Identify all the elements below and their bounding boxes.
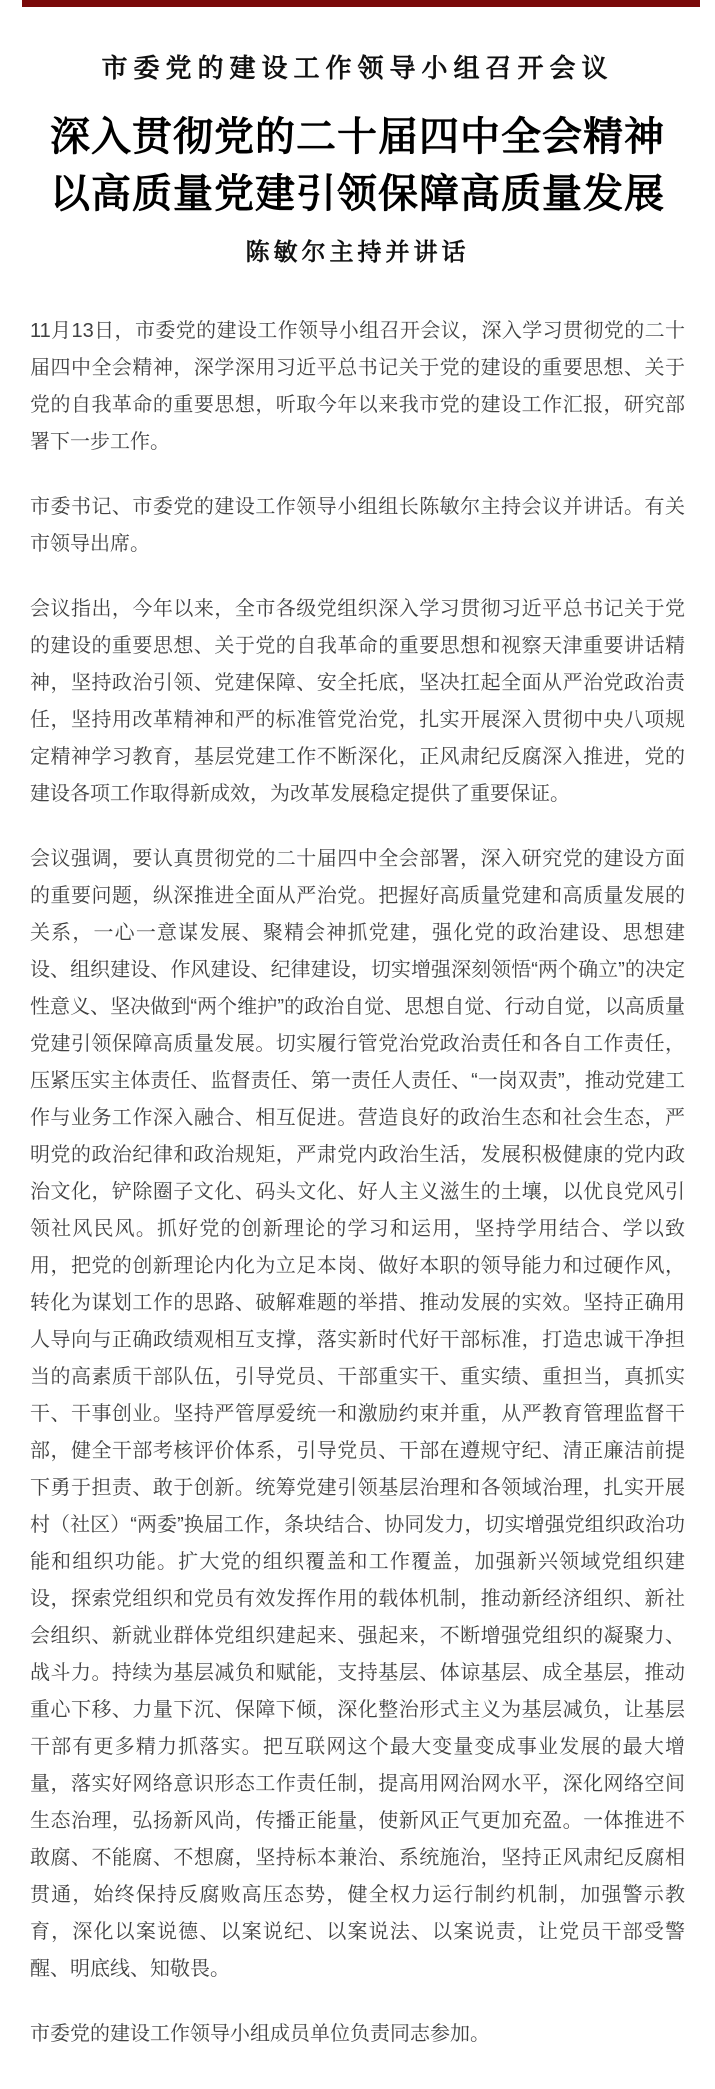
paragraph-meeting-emphasized: 会议强调，要认真贯彻党的二十届四中全会部署，深入研究党的建设方面的重要问题，纵深推进全面从严治党。把握好高质量党建和高质量发展的关系，一心一意谋发展、聚精会神抓党建，强化党的政治建设、思想建设、组织建设、作风建设、纪律建设，切实增强深刻领悟“两个确立”的决定性意义、坚决做到“两个维护”的政治自觉、思想自觉、行动自觉，以高质量党建引领保障高质量发展。切实履行管党治党政治责任和各自工作责任，压紧压实主体责任、监督责任、第一责任人责任、“一岗双责”，推动党建工作与业务工作深入融合、相互促进。营造良好的政治生态和社会生态，严明党的政治纪律和政治规矩，严肃党内政治生活，发展积极健康的党内政治文化，铲除圈子文化、码头文化、好人主义滋生的土壤，以优良党风引领社风民风。抓好党的创新理论的学习和运用，坚持学用结合、学以致用，把党的创新理论内化为立足本岗、做好本职的领导能力和过硬作风，转化为谋划工作的思路、破解难题的举措、推动发展的实效。坚持正确用人导向与正确政绩观相互支撑，落实新时代好干部标准，打造忠诚干净担当的高素质干部队伍，引导党员、干部重实干、重实绩、重担当，真抓实干、干事创业。坚持严管厚爱统一和激励约束并重，从严教育管理监督干部，健全干部考核评价体系，引导党员、干部在遵规守纪、清正廉洁前提下勇于担责、敢于创新。统筹党建引领基层治理和各领域治理，扎实开展村（社区）“两委”换届工作，条块结合、协同发力，切实增强党组织政治功能和组织功能。扩大党的组织覆盖和工作覆盖，加强新兴领域党组织建设，探索党组织和党员有效发挥作用的载体机制，推动新经济组织、新社会组织、新就业群体党组织建起来、强起来，不断增强党组织的凝聚力、战斗力。持续为基层减负和赋能，支持基层、体谅基层、成全基层，推动重心下移、力量下沉、保障下倾，深化整治形式主义为基层减负，让基层干部有更多精力抓落实。把互联网这个最大变量变成事业发展的最大增量，落实好网络意识形态工作责任制，提高用网治网水平，深化网络空间生态治理，弘扬新风尚，传播正能量，使新风正气更加充盈。一体推进不敢腐、不能腐、不想腐，坚持标本兼治、系统施治，坚持正风肃纪反腐相贯通，始终保持反腐败高压态势，健全权力运行制约机制，加强警示教育，深化以案说德、以案说纪、以案说法、以案说责，让党员干部受警醒、明底线、知敬畏。 [30, 848, 685, 1981]
paragraph-meeting-overview: 11月13日，市委党的建设工作领导小组召开会议，深入学习贯彻党的二十届四中全会精神，深学深用习近平总书记关于党的建设的重要思想、关于党的自我革命的重要思想，听取今年以来我市党的建设工作汇报，研究部署下一步工作。 [30, 320, 685, 454]
article-header [0, 53, 715, 269]
article-kicker: 市委党的建设工作领导小组召开会议 [101, 54, 614, 83]
paragraph-attendees: 市委党的建设工作领导小组成员单位负责同志参加。 [30, 2023, 490, 2046]
article-body [0, 269, 715, 2089]
article-title [12, 108, 703, 222]
paragraph-host: 市委书记、市委党的建设工作领导小组组长陈敏尔主持会议并讲话。有关市领导出席。 [30, 496, 685, 556]
article-byline: 陈敏尔主持并讲话 [245, 240, 470, 267]
paragraph-meeting-pointed-out: 会议指出，今年以来，全市各级党组织深入学习贯彻习近平总书记关于党的建设的重要思想、关于党的自我革命的重要思想和视察天津重要讲话精神，坚持政治引领、党建保障、安全托底，坚决扛起全面从严治党政治责任，坚持用改革精神和严的标准管党治党，扎实开展深入贯彻中央八项规定精神学习教育，基层党建工作不断深化，正风肃纪反腐深入推进，党的建设各项工作取得新成效，为改革发展稳定提供了重要保证。 [30, 598, 685, 806]
article-title-line2: 以高质量党建引领保障高质量发展 [50, 171, 665, 217]
top-accent-bar [22, 0, 700, 7]
article-title-line1: 深入贯彻党的二十届四中全会精神 [50, 114, 665, 160]
